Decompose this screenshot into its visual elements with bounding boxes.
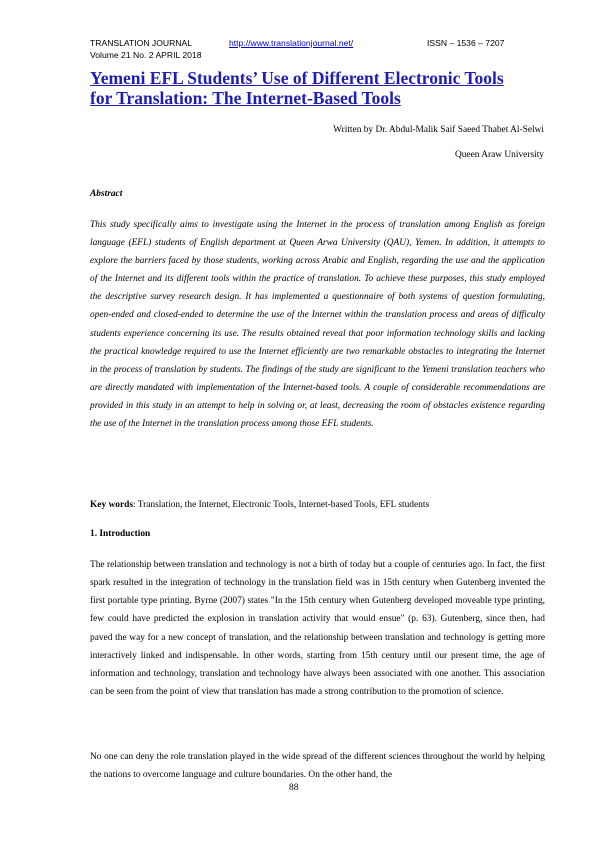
abstract-text: This study specifically aims to investigate using the Internet in the process of translation among English as foreign language (EFL) students of English department at Queen Arwa University (QAU), Yemen. In addition, it attempts to explore the barriers faced by those students, working across Arabic and English, regarding the use and the application of the Internet and its different tools within the practice of translation. To achieve these purposes, this study employed the descriptive survey research design. It has implemented a questionnaire of both systems of question formulating, open-ended and closed-ended to determine the use of the Internet within the translation process and areas of difficulty students experience concerning its use. The results obtained reveal that poor information technology skills and lacking the practical knowledge required to use the Internet efficiently are two remarkable obstacles to integrating the Internet in the process of translation by students. The findings of the study are significant to the Yemeni translation teachers who are directly mandated with implementation of the Internet-based tools. A couple of considerable recommendations are provided in this study in an attempt to help in solving or, at least, decreasing the room of obstacles existence regarding the use of the Internet in the translation process among those EFL students. bbox=[90, 220, 545, 430]
article-title: Yemeni EFL Students’ Use of Different Electronic Tools for Translation: The Internet-Based Tools bbox=[90, 68, 504, 108]
author-line: Written by Dr. Abdul-Malik Saif Saeed Thabet Al-Selwi bbox=[333, 125, 544, 135]
keywords-text: : Translation, the Internet, Electronic Tools, Internet-based Tools, EFL students bbox=[132, 500, 430, 510]
journal-name: TRANSLATION JOURNAL bbox=[90, 38, 193, 48]
keywords-line bbox=[90, 500, 550, 510]
body-paragraph: No one can deny the role translation played in the wide spread of the different sciences throughout the world by helping the nations to overcome language and culture boundaries. On the other hand, the bbox=[90, 752, 545, 781]
page-number: 88 bbox=[289, 783, 299, 793]
affiliation-line: Queen Araw University bbox=[454, 150, 544, 160]
section-heading-introduction: 1. Introduction bbox=[90, 529, 151, 539]
body-paragraph: The relationship between translation and technology is not a birth of today but a couple of centuries ago. In fact, the first spark resulted in the integration of technology in the translation field was in 15th century when Gutenberg invented the first portable type printing. Byrne (2007) states "In the 15th century when Gutenberg developed moveable type printing, few could have predicted the explosion in translation activity that would ensue" (p. 63). Gutenberg, since then, had paved the way for a new concept of translation, and the relationship between translation and technology is getting more interactively linked and indispensable. In other words, starting from 15th century until our present time, the age of information and technology, translation and technology have always been associated with one another. This association can be seen from the point of view that translation has made a strong contribution to the promotion of science. bbox=[90, 560, 545, 698]
volume-text: Volume 21 No. 2 APRIL 2018 bbox=[90, 50, 202, 60]
abstract-heading: Abstract bbox=[90, 189, 123, 199]
journal-url[interactable]: http://www.translationjournal.net/ bbox=[229, 38, 354, 48]
journal-url-link[interactable] bbox=[229, 38, 353, 48]
keywords-label: Key words bbox=[90, 500, 133, 510]
issn-text: ISSN – 1536 – 7207 bbox=[427, 38, 505, 48]
